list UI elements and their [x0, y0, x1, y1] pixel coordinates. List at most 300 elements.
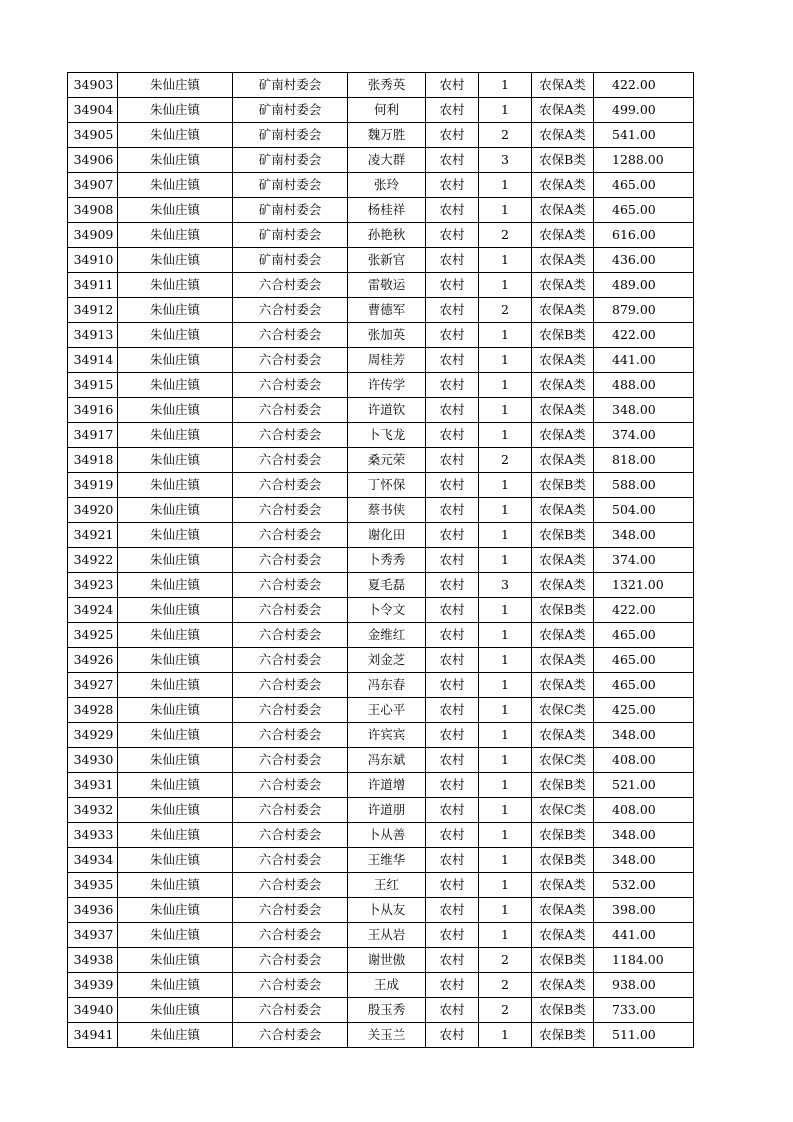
category-cell: 农保B类 [532, 773, 594, 798]
name-cell: 谢世傲 [348, 948, 426, 973]
household-count-cell: 1 [479, 923, 532, 948]
name-cell: 孙艳秋 [348, 223, 426, 248]
serial-cell: 34939 [68, 973, 118, 998]
name-cell: 殷玉秀 [348, 998, 426, 1023]
town-cell: 朱仙庄镇 [118, 473, 233, 498]
village-cell: 六合村委会 [233, 623, 348, 648]
town-cell: 朱仙庄镇 [118, 548, 233, 573]
area-type-cell: 农村 [426, 1023, 479, 1048]
town-cell: 朱仙庄镇 [118, 823, 233, 848]
village-cell: 六合村委会 [233, 398, 348, 423]
amount-cell: 588.00 [594, 473, 694, 498]
town-cell: 朱仙庄镇 [118, 673, 233, 698]
serial-cell: 34914 [68, 348, 118, 373]
name-cell: 许道朋 [348, 798, 426, 823]
serial-cell: 34933 [68, 823, 118, 848]
area-type-cell: 农村 [426, 673, 479, 698]
town-cell: 朱仙庄镇 [118, 398, 233, 423]
area-type-cell: 农村 [426, 648, 479, 673]
household-count-cell: 3 [479, 573, 532, 598]
serial-cell: 34912 [68, 298, 118, 323]
village-cell: 六合村委会 [233, 348, 348, 373]
table-row [68, 473, 694, 498]
town-cell: 朱仙庄镇 [118, 223, 233, 248]
category-cell: 农保A类 [532, 673, 594, 698]
table-row [68, 73, 694, 98]
category-cell: 农保A类 [532, 973, 594, 998]
name-cell: 王从岩 [348, 923, 426, 948]
name-cell: 凌大群 [348, 148, 426, 173]
name-cell: 关玉兰 [348, 1023, 426, 1048]
area-type-cell: 农村 [426, 323, 479, 348]
town-cell: 朱仙庄镇 [118, 998, 233, 1023]
town-cell: 朱仙庄镇 [118, 848, 233, 873]
amount-cell: 465.00 [594, 198, 694, 223]
serial-cell: 34930 [68, 748, 118, 773]
category-cell: 农保A类 [532, 223, 594, 248]
household-count-cell: 1 [479, 848, 532, 873]
table-row [68, 448, 694, 473]
category-cell: 农保A类 [532, 423, 594, 448]
name-cell: 蔡书侠 [348, 498, 426, 523]
serial-cell: 34927 [68, 673, 118, 698]
name-cell: 张玲 [348, 173, 426, 198]
household-count-cell: 1 [479, 523, 532, 548]
serial-cell: 34938 [68, 948, 118, 973]
village-cell: 六合村委会 [233, 798, 348, 823]
name-cell: 谢化田 [348, 523, 426, 548]
serial-cell: 34937 [68, 923, 118, 948]
table-row [68, 848, 694, 873]
category-cell: 农保B类 [532, 598, 594, 623]
name-cell: 张新官 [348, 248, 426, 273]
amount-cell: 511.00 [594, 1023, 694, 1048]
household-count-cell: 1 [479, 498, 532, 523]
category-cell: 农保A类 [532, 623, 594, 648]
town-cell: 朱仙庄镇 [118, 448, 233, 473]
village-cell: 六合村委会 [233, 723, 348, 748]
area-type-cell: 农村 [426, 123, 479, 148]
area-type-cell: 农村 [426, 473, 479, 498]
household-count-cell: 2 [479, 998, 532, 1023]
town-cell: 朱仙庄镇 [118, 498, 233, 523]
household-count-cell: 1 [479, 248, 532, 273]
town-cell: 朱仙庄镇 [118, 373, 233, 398]
table-row [68, 148, 694, 173]
area-type-cell: 农村 [426, 773, 479, 798]
area-type-cell: 农村 [426, 348, 479, 373]
amount-cell: 348.00 [594, 848, 694, 873]
amount-cell: 348.00 [594, 823, 694, 848]
area-type-cell: 农村 [426, 973, 479, 998]
category-cell: 农保A类 [532, 173, 594, 198]
area-type-cell: 农村 [426, 898, 479, 923]
table-row [68, 98, 694, 123]
town-cell: 朱仙庄镇 [118, 198, 233, 223]
village-cell: 六合村委会 [233, 273, 348, 298]
serial-cell: 34920 [68, 498, 118, 523]
table-row [68, 948, 694, 973]
name-cell: 张秀英 [348, 73, 426, 98]
table-row [68, 298, 694, 323]
village-cell: 六合村委会 [233, 973, 348, 998]
area-type-cell: 农村 [426, 148, 479, 173]
amount-cell: 441.00 [594, 923, 694, 948]
household-count-cell: 1 [479, 648, 532, 673]
table-row [68, 348, 694, 373]
category-cell: 农保A类 [532, 648, 594, 673]
serial-cell: 34915 [68, 373, 118, 398]
serial-cell: 34904 [68, 98, 118, 123]
amount-cell: 348.00 [594, 723, 694, 748]
category-cell: 农保A类 [532, 98, 594, 123]
table-row [68, 798, 694, 823]
amount-cell: 1321.00 [594, 573, 694, 598]
village-cell: 六合村委会 [233, 1023, 348, 1048]
table-row [68, 973, 694, 998]
table-row [68, 698, 694, 723]
category-cell: 农保A类 [532, 373, 594, 398]
household-count-cell: 1 [479, 98, 532, 123]
area-type-cell: 农村 [426, 223, 479, 248]
name-cell: 夏毛磊 [348, 573, 426, 598]
table-row [68, 898, 694, 923]
town-cell: 朱仙庄镇 [118, 323, 233, 348]
category-cell: 农保A类 [532, 398, 594, 423]
village-cell: 六合村委会 [233, 323, 348, 348]
amount-cell: 818.00 [594, 448, 694, 473]
serial-cell: 34922 [68, 548, 118, 573]
village-cell: 六合村委会 [233, 598, 348, 623]
table-row [68, 773, 694, 798]
name-cell: 王红 [348, 873, 426, 898]
amount-cell: 398.00 [594, 898, 694, 923]
amount-cell: 436.00 [594, 248, 694, 273]
serial-cell: 34936 [68, 898, 118, 923]
name-cell: 卜秀秀 [348, 548, 426, 573]
amount-cell: 488.00 [594, 373, 694, 398]
name-cell: 许道钦 [348, 398, 426, 423]
serial-cell: 34913 [68, 323, 118, 348]
area-type-cell: 农村 [426, 548, 479, 573]
amount-cell: 441.00 [594, 348, 694, 373]
amount-cell: 938.00 [594, 973, 694, 998]
household-count-cell: 2 [479, 223, 532, 248]
table-row [68, 748, 694, 773]
town-cell: 朱仙庄镇 [118, 273, 233, 298]
category-cell: 农保C类 [532, 698, 594, 723]
table-row [68, 623, 694, 648]
name-cell: 王维华 [348, 848, 426, 873]
household-count-cell: 1 [479, 548, 532, 573]
village-cell: 六合村委会 [233, 898, 348, 923]
category-cell: 农保A类 [532, 298, 594, 323]
household-count-cell: 1 [479, 423, 532, 448]
village-cell: 六合村委会 [233, 848, 348, 873]
table-row [68, 248, 694, 273]
village-cell: 矿南村委会 [233, 198, 348, 223]
town-cell: 朱仙庄镇 [118, 873, 233, 898]
table-row [68, 823, 694, 848]
name-cell: 曹德军 [348, 298, 426, 323]
village-cell: 六合村委会 [233, 523, 348, 548]
town-cell: 朱仙庄镇 [118, 248, 233, 273]
household-count-cell: 2 [479, 973, 532, 998]
town-cell: 朱仙庄镇 [118, 1023, 233, 1048]
town-cell: 朱仙庄镇 [118, 598, 233, 623]
village-cell: 六合村委会 [233, 673, 348, 698]
serial-cell: 34919 [68, 473, 118, 498]
village-cell: 六合村委会 [233, 498, 348, 523]
table-row [68, 398, 694, 423]
category-cell: 农保A类 [532, 573, 594, 598]
amount-cell: 374.00 [594, 548, 694, 573]
table-row [68, 598, 694, 623]
amount-cell: 422.00 [594, 323, 694, 348]
amount-cell: 374.00 [594, 423, 694, 448]
area-type-cell: 农村 [426, 798, 479, 823]
amount-cell: 1184.00 [594, 948, 694, 973]
area-type-cell: 农村 [426, 873, 479, 898]
serial-cell: 34903 [68, 73, 118, 98]
town-cell: 朱仙庄镇 [118, 173, 233, 198]
household-count-cell: 3 [479, 148, 532, 173]
area-type-cell: 农村 [426, 98, 479, 123]
area-type-cell: 农村 [426, 923, 479, 948]
town-cell: 朱仙庄镇 [118, 98, 233, 123]
serial-cell: 34928 [68, 698, 118, 723]
area-type-cell: 农村 [426, 523, 479, 548]
table-row [68, 373, 694, 398]
town-cell: 朱仙庄镇 [118, 123, 233, 148]
town-cell: 朱仙庄镇 [118, 648, 233, 673]
serial-cell: 34926 [68, 648, 118, 673]
area-type-cell: 农村 [426, 623, 479, 648]
serial-cell: 34907 [68, 173, 118, 198]
area-type-cell: 农村 [426, 723, 479, 748]
village-cell: 六合村委会 [233, 648, 348, 673]
serial-cell: 34923 [68, 573, 118, 598]
village-cell: 六合村委会 [233, 873, 348, 898]
name-cell: 卜飞龙 [348, 423, 426, 448]
category-cell: 农保B类 [532, 848, 594, 873]
amount-cell: 879.00 [594, 298, 694, 323]
household-count-cell: 1 [479, 798, 532, 823]
area-type-cell: 农村 [426, 748, 479, 773]
household-count-cell: 1 [479, 398, 532, 423]
serial-cell: 34905 [68, 123, 118, 148]
area-type-cell: 农村 [426, 848, 479, 873]
area-type-cell: 农村 [426, 273, 479, 298]
category-cell: 农保A类 [532, 73, 594, 98]
village-cell: 矿南村委会 [233, 98, 348, 123]
table-row [68, 573, 694, 598]
category-cell: 农保B类 [532, 823, 594, 848]
town-cell: 朱仙庄镇 [118, 973, 233, 998]
amount-cell: 465.00 [594, 173, 694, 198]
category-cell: 农保C类 [532, 748, 594, 773]
name-cell: 刘金芝 [348, 648, 426, 673]
area-type-cell: 农村 [426, 823, 479, 848]
household-count-cell: 1 [479, 373, 532, 398]
village-cell: 六合村委会 [233, 373, 348, 398]
name-cell: 何利 [348, 98, 426, 123]
village-cell: 矿南村委会 [233, 73, 348, 98]
category-cell: 农保B类 [532, 998, 594, 1023]
serial-cell: 34941 [68, 1023, 118, 1048]
amount-cell: 348.00 [594, 398, 694, 423]
village-cell: 六合村委会 [233, 823, 348, 848]
town-cell: 朱仙庄镇 [118, 748, 233, 773]
town-cell: 朱仙庄镇 [118, 73, 233, 98]
town-cell: 朱仙庄镇 [118, 923, 233, 948]
area-type-cell: 农村 [426, 448, 479, 473]
village-cell: 矿南村委会 [233, 148, 348, 173]
town-cell: 朱仙庄镇 [118, 698, 233, 723]
serial-cell: 34906 [68, 148, 118, 173]
town-cell: 朱仙庄镇 [118, 298, 233, 323]
village-cell: 矿南村委会 [233, 123, 348, 148]
category-cell: 农保A类 [532, 548, 594, 573]
name-cell: 卜从友 [348, 898, 426, 923]
table-body [68, 73, 694, 1048]
amount-cell: 489.00 [594, 273, 694, 298]
amount-cell: 1288.00 [594, 148, 694, 173]
category-cell: 农保A类 [532, 723, 594, 748]
table-row [68, 998, 694, 1023]
serial-cell: 34908 [68, 198, 118, 223]
category-cell: 农保A类 [532, 348, 594, 373]
area-type-cell: 农村 [426, 498, 479, 523]
serial-cell: 34935 [68, 873, 118, 898]
household-count-cell: 1 [479, 1023, 532, 1048]
serial-cell: 34931 [68, 773, 118, 798]
household-count-cell: 2 [479, 448, 532, 473]
village-cell: 六合村委会 [233, 773, 348, 798]
category-cell: 农保B类 [532, 1023, 594, 1048]
town-cell: 朱仙庄镇 [118, 948, 233, 973]
category-cell: 农保A类 [532, 873, 594, 898]
area-type-cell: 农村 [426, 73, 479, 98]
household-count-cell: 1 [479, 598, 532, 623]
serial-cell: 34924 [68, 598, 118, 623]
table-row [68, 223, 694, 248]
village-cell: 六合村委会 [233, 948, 348, 973]
amount-cell: 422.00 [594, 598, 694, 623]
area-type-cell: 农村 [426, 698, 479, 723]
village-cell: 六合村委会 [233, 448, 348, 473]
area-type-cell: 农村 [426, 373, 479, 398]
serial-cell: 34909 [68, 223, 118, 248]
area-type-cell: 农村 [426, 298, 479, 323]
amount-cell: 408.00 [594, 798, 694, 823]
name-cell: 冯东春 [348, 673, 426, 698]
village-cell: 六合村委会 [233, 473, 348, 498]
village-cell: 矿南村委会 [233, 248, 348, 273]
area-type-cell: 农村 [426, 248, 479, 273]
name-cell: 桑元荣 [348, 448, 426, 473]
name-cell: 卜从善 [348, 823, 426, 848]
village-cell: 六合村委会 [233, 698, 348, 723]
household-count-cell: 2 [479, 948, 532, 973]
table-row [68, 548, 694, 573]
table-row [68, 323, 694, 348]
village-cell: 六合村委会 [233, 423, 348, 448]
name-cell: 王心平 [348, 698, 426, 723]
category-cell: 农保B类 [532, 323, 594, 348]
category-cell: 农保A类 [532, 123, 594, 148]
serial-cell: 34921 [68, 523, 118, 548]
amount-cell: 733.00 [594, 998, 694, 1023]
household-count-cell: 1 [479, 748, 532, 773]
data-table [67, 72, 694, 1048]
town-cell: 朱仙庄镇 [118, 573, 233, 598]
area-type-cell: 农村 [426, 948, 479, 973]
name-cell: 冯东斌 [348, 748, 426, 773]
name-cell: 魏万胜 [348, 123, 426, 148]
name-cell: 雷敬运 [348, 273, 426, 298]
serial-cell: 34911 [68, 273, 118, 298]
amount-cell: 616.00 [594, 223, 694, 248]
household-count-cell: 1 [479, 673, 532, 698]
category-cell: 农保B类 [532, 473, 594, 498]
town-cell: 朱仙庄镇 [118, 523, 233, 548]
household-count-cell: 1 [479, 873, 532, 898]
village-cell: 六合村委会 [233, 573, 348, 598]
area-type-cell: 农村 [426, 598, 479, 623]
town-cell: 朱仙庄镇 [118, 148, 233, 173]
household-count-cell: 1 [479, 898, 532, 923]
category-cell: 农保A类 [532, 273, 594, 298]
category-cell: 农保B类 [532, 148, 594, 173]
table-row [68, 523, 694, 548]
table-row [68, 648, 694, 673]
name-cell: 许道增 [348, 773, 426, 798]
household-count-cell: 1 [479, 698, 532, 723]
category-cell: 农保A类 [532, 498, 594, 523]
amount-cell: 541.00 [594, 123, 694, 148]
amount-cell: 504.00 [594, 498, 694, 523]
name-cell: 张加英 [348, 323, 426, 348]
serial-cell: 34929 [68, 723, 118, 748]
category-cell: 农保A类 [532, 198, 594, 223]
area-type-cell: 农村 [426, 423, 479, 448]
area-type-cell: 农村 [426, 173, 479, 198]
household-count-cell: 1 [479, 723, 532, 748]
household-count-cell: 1 [479, 773, 532, 798]
village-cell: 六合村委会 [233, 298, 348, 323]
table-row [68, 173, 694, 198]
category-cell: 农保B类 [532, 948, 594, 973]
village-cell: 矿南村委会 [233, 223, 348, 248]
table-row [68, 673, 694, 698]
table-row [68, 423, 694, 448]
serial-cell: 34917 [68, 423, 118, 448]
household-count-cell: 1 [479, 348, 532, 373]
table-row [68, 123, 694, 148]
serial-cell: 34934 [68, 848, 118, 873]
name-cell: 丁怀保 [348, 473, 426, 498]
serial-cell: 34916 [68, 398, 118, 423]
village-cell: 六合村委会 [233, 998, 348, 1023]
household-count-cell: 1 [479, 623, 532, 648]
amount-cell: 465.00 [594, 673, 694, 698]
amount-cell: 422.00 [594, 73, 694, 98]
table-row [68, 923, 694, 948]
name-cell: 卜令文 [348, 598, 426, 623]
town-cell: 朱仙庄镇 [118, 798, 233, 823]
town-cell: 朱仙庄镇 [118, 423, 233, 448]
